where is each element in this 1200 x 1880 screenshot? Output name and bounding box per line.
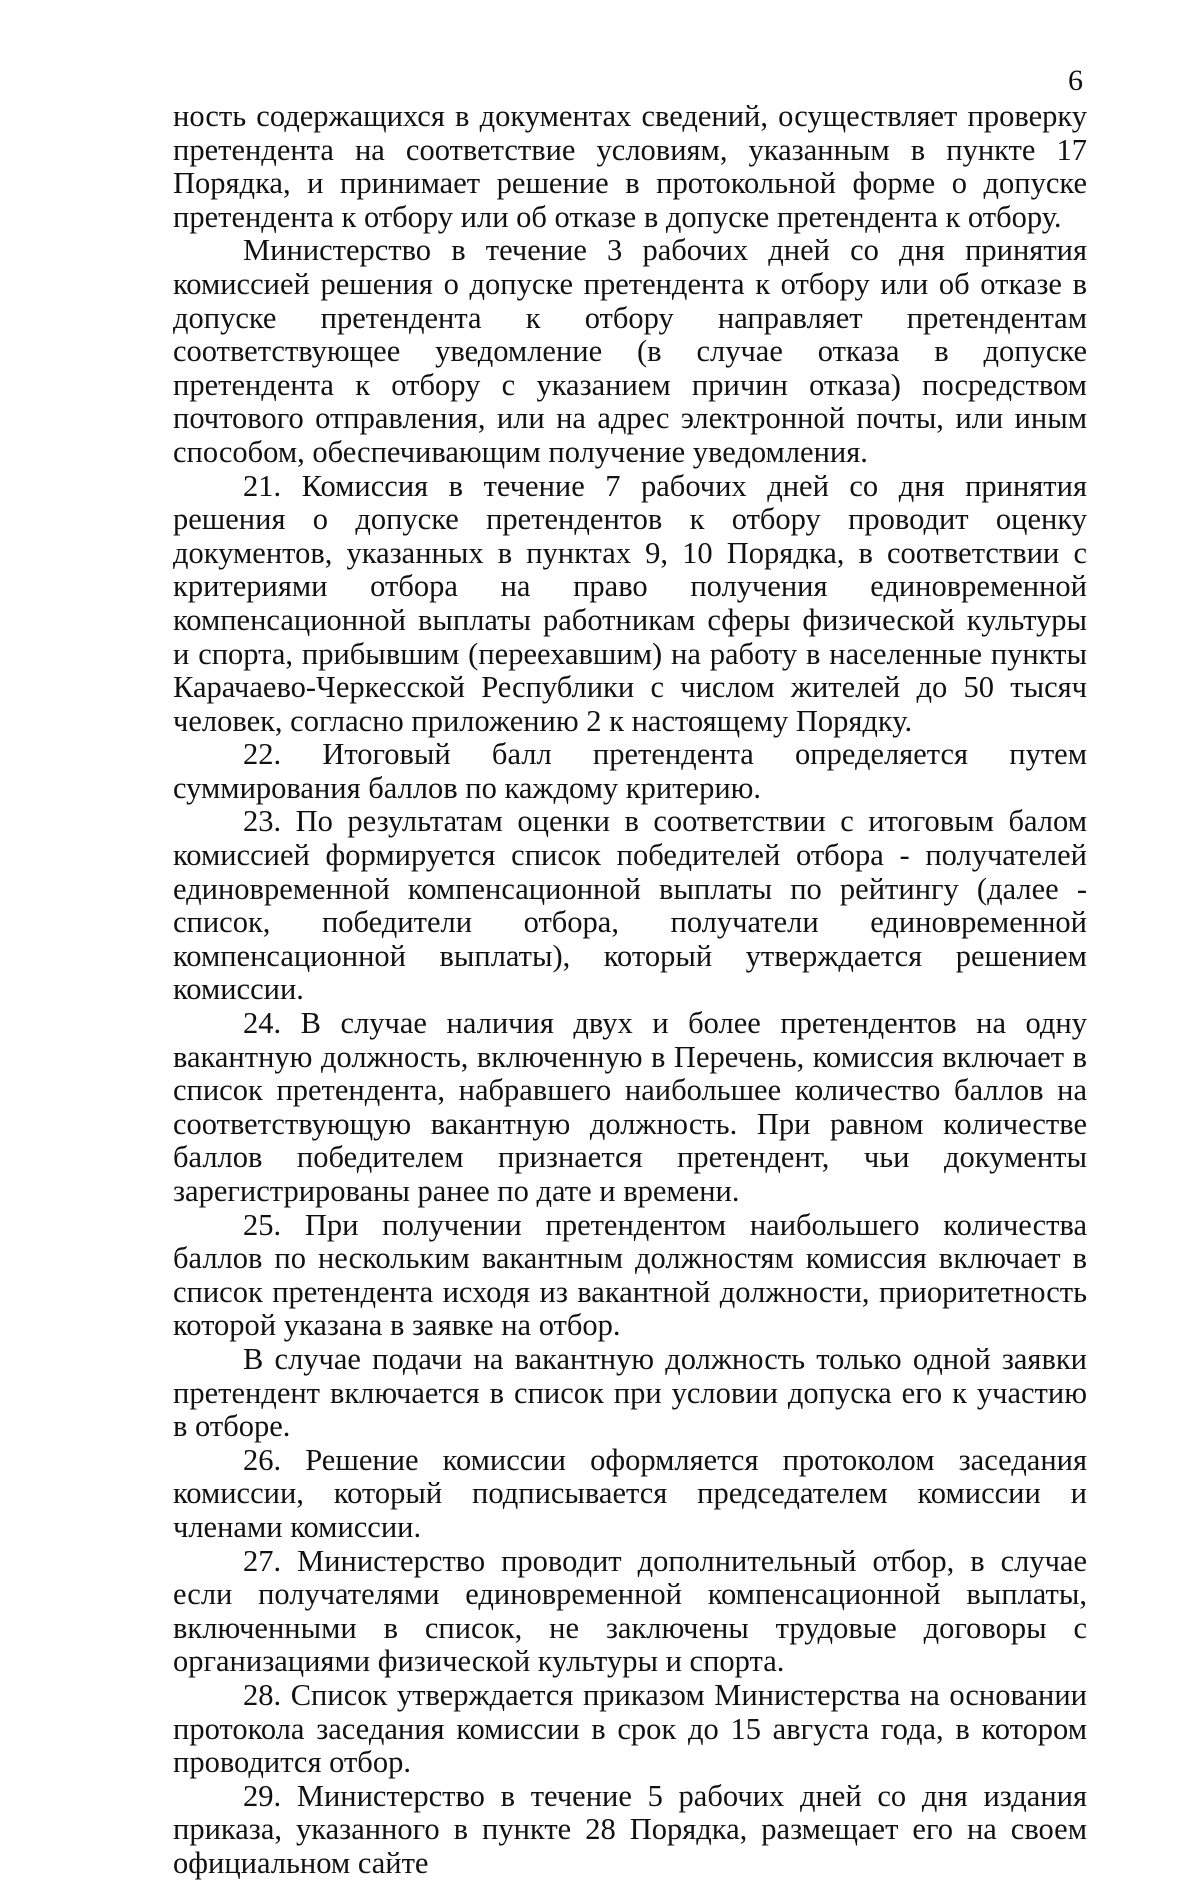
paragraph-21: 21. Комиссия в течение 7 рабочих дней со дня принятия решения о допуске претендентов к отбору проводит оценку документов, указанных в пунктах 9, 10 Порядка, в соответствии с критериями отбора на право получения единовременной компенсационной выплаты работникам сферы физической культуры и спорта, прибывшим (переехавшим) на работу в населенные пункты Карачаево-Черкесской Республики с числом жителей до 50 тысяч человек, согласно приложению 2 к настоящему Порядку. [173, 468, 1087, 738]
paragraph-ministry-notification: Министерство в течение 3 рабочих дней со дня принятия комиссией решения о допуске претендента к отбору или об отказе в допуске претендента к отбору направляет претендентам соответствующее уведомление (в случае отказа в допуске претендента к отбору с указанием причин отказа) посредством почтового отправления, или на адрес электронной почты, или иным способом, обеспечивающим получение уведомления. [173, 233, 1087, 469]
paragraph-26: 26. Решение комиссии оформляется протоколом заседания комиссии, который подписывается председателем комиссии и членами комиссии. [173, 1442, 1087, 1544]
paragraph-continuation: ность содержащихся в документах сведений, осуществляет проверку претендента на соответствие условиям, указанным в пункте 17 Порядка, и принимает решение в протокольной форме о допуске претендента к отбору или об отказе в допуске претендента к отбору. [173, 99, 1087, 234]
paragraph-23: 23. По результатам оценки в соответствии с итоговым балом комиссией формируется список победителей отбора - получателей единовременной компенсационной выплаты по рейтингу (далее - список, победители отбора, получатели единовременной компенсационной выплаты), который утверждается решением комиссии. [173, 804, 1087, 1007]
paragraph-28: 28. Список утверждается приказом Министерства на основании протокола заседания комиссии в срок до 15 августа года, в котором проводится отбор. [173, 1677, 1087, 1780]
page-number: 6 [1068, 64, 1083, 97]
paragraph-27: 27. Министерство проводит дополнительный отбор, в случае если получателями единовременной компенсационной выплаты, включенными в список, не заключены трудовые договоры с организациями физической культуры и спорта. [173, 1543, 1087, 1679]
paragraph-22: 22. Итоговый балл претендента определяется путем суммирования баллов по каждому критерию. [173, 737, 1087, 805]
paragraph-29: 29. Министерство в течение 5 рабочих дней со дня издания приказа, указанного в пункте 28 Порядка, размещает его на своем официальном сайте [173, 1778, 1087, 1880]
paragraph-24: 24. В случае наличия двух и более претендентов на одну вакантную должность, включенную в Перечень, комиссия включает в список претендента, набравшего наибольшее количество баллов на соответствующую вакантную должность. При равном количестве баллов победителем признается претендент, чьи документы зарегистрированы ранее по дате и времени. [173, 1006, 1087, 1208]
document-body [173, 100, 1087, 1880]
paragraph-25: 25. При получении претендентом наибольшего количества баллов по нескольким вакантным должностям комиссия включает в список претендента исходя из вакантной должности, приоритетность которой указана в заявке на отбор. [173, 1207, 1087, 1343]
paragraph-single-application: В случае подачи на вакантную должность только одной заявки претендент включается в список при условии допуска его к участию в отборе. [173, 1341, 1087, 1444]
